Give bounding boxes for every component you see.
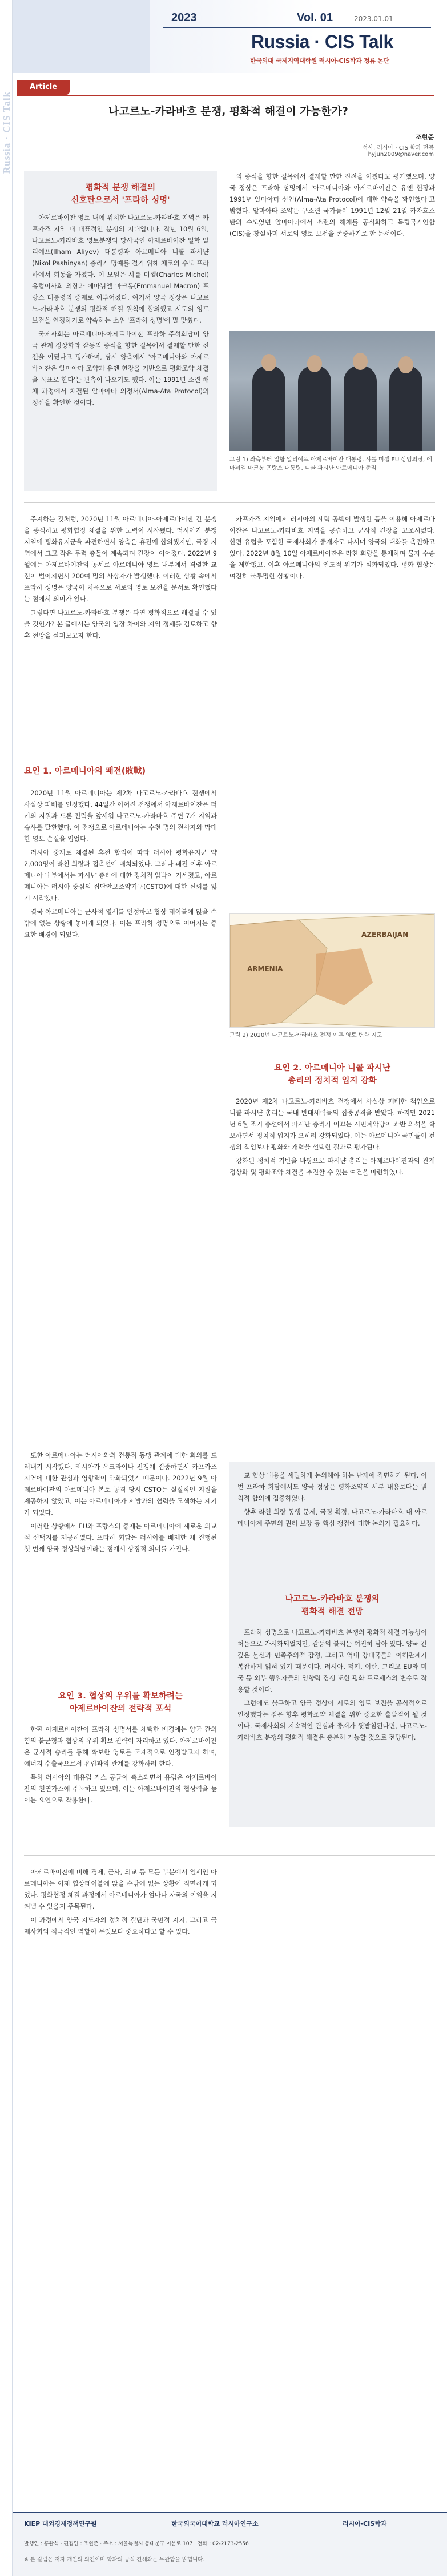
territory-map bbox=[229, 913, 435, 1028]
mid-body-right: 카프카즈 지역에서 러시아의 세력 공백이 발생한 틈을 이용해 아제르바이잔은 나고르노-카라바흐 지역을 공습하고 군사적 긴장을 고조시켰다. 한편 유럽을 포함한 국제사회가 중재자로 나서며 양국의 대화를 촉진하고 있다. 2022년 8월 10일 아제르바이잔은 라친 회랑을 통제하며 물자 수송을 제한했고, 이후 아르메니아의 인도적 위기가 심화되었다. 평화 협상은 여전히 불투명한 상황이다. bbox=[229, 516, 435, 580]
article-tab: Article bbox=[17, 80, 70, 95]
person-silhouette bbox=[344, 365, 377, 451]
author-email: hyjun2009@naver.com bbox=[368, 151, 434, 158]
side-band bbox=[0, 0, 13, 2576]
person-silhouette bbox=[252, 365, 285, 451]
intro-body: 아제르바이잔 영토 내에 위치한 나고르노-카라바흐 지역은 카프카즈 지역 내 대표적인 분쟁의 지대입니다. 작년 10월 6일, 나고르노-카라바흐 영토분쟁의 당사국인 아제르바이잔 일함 알리예프(Ilham Aliyev) 대통령과 아르메니아 니콜 파시냔(Nikol Pashinyan) 총리가 명예를 걸기 위해 체코의 수도 프라하에서 회동을 가졌다. 이 모임은 샤를 미셸(Charles Michel) 유럽이사회 의장과 에마뉘엘 마크롱(Emmanuel Macron) 프랑스 대통령의 중재로 이루어졌다. 여기서 양국 정상은 나고르노-카라바흐 분쟁의 평화적 해결 원칙에 합의했고 서로의 영토 보전을 인정하기로 약속하는 소위 '프라하 성명'에 말 맞췄다. 국제사회는 아르메니아-아제르바이잔 프라하 주석회담이 양국 관계 정상화와 갈등의 종식을 향한 길목에서 결제할 만한 진전을 이뤘다고 평가하며, 당시 양측에서 '아르메니아와 아제르바이잔은 알마아타 조약과 유엔 헌장을 기반으로 평화조약 체결을 목표로 한다'는 관측이 나오기도 했다. 이는 1991년 소련 해체 과정에서 체결된 알마아타 의정서(Alma-Ata Protocol)의 정신을 확인한 것이다. bbox=[32, 214, 209, 406]
footer-org-kiep: KIEP 대외경제정책연구원 bbox=[24, 2520, 97, 2527]
section-5-body: 프라하 성명으로 나고르노-카라바흐 분쟁의 평화적 해결 가능성이 처음으로 가시화되었지만, 갈등의 불씨는 여전히 남아 있다. 양국 간 깊은 불신과 민족주의적 감정, 그리고 역내 강대국들의 이해관계가 복잡하게 얽혀 있기 때문이다. 러시아, 터키, 이란, 그리고 EU와 미국 등 외부 행위자들의 영향력 경쟁 또한 평화 프로세스의 변수로 작용할 것이다. 그럼에도 불구하고 양국 정상이 서로의 영토 보전을 공식적으로 인정했다는 점은 향후 평화조약 체결을 위한 중요한 출발점이 될 것이다. 국제사회의 지속적인 관심과 중재가 뒷받침된다면, 나고르노-카라바흐 분쟁의 평화적 해결은 충분히 가능할 것으로 전망된다. bbox=[237, 1629, 427, 1741]
article-title: 나고르노-카라바흐 분쟁, 평화적 해결이 가능한가? bbox=[108, 105, 348, 118]
section-1-heading: 요인 1. 아르메니아의 패전(敗戰) bbox=[24, 767, 146, 776]
intro-heading: 평화적 분쟁 해결의 신호탄으로서 '프라하 성명' bbox=[71, 183, 170, 205]
map-caption: 그림 2) 2020년 나고르노-카라바흐 전쟁 이후 영토 변화 지도 bbox=[229, 1032, 382, 1039]
header-rule bbox=[163, 27, 431, 28]
map-label-armenia: ARMENIA bbox=[247, 965, 283, 973]
section-1-body: 2020년 11월 아르메니아는 제2차 나고르노-카라바흐 전쟁에서 사실상 패배를 인정했다. 44일간 이어진 전쟁에서 아제르바이잔은 터키의 지원과 드론 전력을 앞세워 나고르노-카라바흐 주변 7개 지역과 슈샤를 탈환했다. 이 전쟁으로 아르메니아는 수천 명의 전사자와 막대한 영토 손실을 입었다. 러시아 중재로 체결된 휴전 합의에 따라 러시아 평화유지군 약 2,000명이 라친 회랑과 접촉선에 배치되었다. 그러나 패전 이후 아르메니아 내부에서는 파시냔 총리에 대한 정치적 압박이 거세졌고, 아르메니아는 러시아 중심의 집단안보조약기구(CSTO)에 대한 신뢰를 잃기 시작했다. 결국 아르메니아는 군사적 열세를 인정하고 협상 테이블에 앉을 수밖에 없는 상황에 놓이게 되었다. 이는 프라하 성명으로 이어지는 중요한 배경이 되었다. bbox=[24, 790, 217, 939]
person-head bbox=[307, 355, 322, 372]
author-name: 조현준 bbox=[416, 134, 434, 141]
section-3-body-right: 교 협상 내용을 세밀하게 논의해야 하는 난제에 직면하게 된다. 이번 프라하 회담에서도 양국 정상은 평화조약의 세부 내용보다는 원칙적 합의에 집중하였다. 향후 라친 회랑 통행 문제, 국경 획정, 나고르노-카라바흐 내 아르메니아계 주민의 권리 보장 등 핵심 쟁점에 대한 논의가 필요하다. bbox=[237, 1472, 427, 1527]
author-affiliation: 석사, 러시아 · CIS 학과 전공 bbox=[362, 145, 434, 151]
map-label-azerbaijan: AZERBAIJAN bbox=[361, 931, 409, 939]
summit-photo bbox=[229, 331, 435, 451]
footer-publisher-line: 발행인 : 홍완석 · 편집인 : 조현준 · 주소 : 서울특별시 동대문구 이문로 107 · 전화 : 02-2173-2556 bbox=[24, 2541, 249, 2547]
header-title: Russia · CIS Talk bbox=[251, 31, 393, 52]
header-date: 2023.01.01 bbox=[354, 15, 393, 23]
tab-rule bbox=[17, 95, 434, 96]
section-3-body-left: 또한 아르메니아는 러시아와의 전통적 동맹 관계에 대한 회의를 드러내기 시작했다. 러시아가 우크라이나 전쟁에 집중하면서 카프카즈 지역에 대한 관심과 영향력이 약화되었기 때문이다. 2022년 9월 아제르바이잔의 아르메니아 본토 공격 당시 CSTO는 실질적인 지원을 제공하지 않았고, 이는 아르메니아가 서방과의 협력을 모색하는 계기가 되었다. 이러한 상황에서 EU와 프랑스의 중재는 아르메니아에 새로운 외교적 선택지를 제공하였다. 프라하 회담은 러시아를 배제한 채 진행된 첫 번째 양국 정상회담이라는 점에서 상징적 의미를 가진다. bbox=[24, 1452, 217, 1553]
section-2-heading: 요인 2. 아르메니아 니콜 파시냔 총리의 정치적 입지 강화 bbox=[274, 1064, 390, 1085]
header-volume: Vol. 01 bbox=[297, 11, 333, 24]
section-4-heading: 요인 3. 협상의 우위를 확보하려는 아제르바이잔의 전략적 포석 bbox=[58, 1692, 183, 1713]
footer-org-institute: 한국외국어대학교 러시아연구소 bbox=[171, 2520, 259, 2527]
footer-note: ※ 본 칼럼은 저자 개인의 의견이며 학과의 공식 견해와는 무관함을 밝힙니다. bbox=[24, 2557, 205, 2563]
side-vertical-title: Russia · CIS Talk bbox=[1, 91, 12, 174]
mid-body-left: 주지하는 것처럼, 2020년 11월 아르메니아-아제르바이잔 간 분쟁을 종식하고 평화협정 체결을 위한 노력이 시작됐다. 러시아가 분쟁 지역에 평화유지군을 파견하면서 양측은 휴전에 합의했지만, 국경 지역에서 크고 작은 무력 충돌이 계속되며 긴장이 이어졌다. 2022년 9월에는 아제르바이잔의 공세로 아르메니아 영토 내부에서 격렬한 교전이 벌어지면서 200여 명의 사상자가 발생했다. 이러한 상황 속에서 프라하 성명은 양국이 처음으로 서로의 영토 보전을 문서로 확인했다는 점에서 의미가 있다. 그렇다면 나고르노-카라바흐 분쟁은 과연 평화적으로 해결될 수 있을 것인가? 본 글에서는 양국의 입장 차이와 지역 정세를 검토하고 향후 전망을 살펴보고자 한다. bbox=[24, 516, 217, 639]
section-2-body: 2020년 제2차 나고르노-카라바흐 전쟁에서 사실상 패배한 책임으로 니콜 파시냔 총리는 국내 반대세력들의 집중공격을 받았다. 하지만 2021년 6월 조기 총선에서 파시냔 총리가 이끄는 시민계약당이 과반 의석을 확보하면서 정치적 입지가 오히려 강화되었다. 이는 아르메니아 국민들이 전쟁의 책임보다 평화와 개혁을 선택한 결과로 평가된다. 강화된 정치적 기반을 바탕으로 파시냔 총리는 아제르바이잔과의 관계 정상화 및 평화조약 체결을 추진할 수 있는 여건을 마련하였다. bbox=[229, 1098, 435, 1176]
person-head bbox=[261, 354, 276, 371]
section-6-body: 아제르바이잔에 비해 경제, 군사, 외교 등 모든 부분에서 열세인 아르메니아는 이제 협상테이블에 앉을 수밖에 없는 상황에 직면하게 되었다. 평화협정 체결 과정에서 아르메니아가 얼마나 자국의 이익을 지켜낼 수 있을지 주목된다. 이 과정에서 양국 지도자의 정치적 결단과 국민적 지지, 그리고 국제사회의 적극적인 역할이 무엇보다 중요하다고 할 수 있다. bbox=[24, 1869, 217, 1935]
section-5-heading: 나고르노-카라바흐 분쟁의 평화적 해결 전망 bbox=[285, 1595, 380, 1616]
person-head bbox=[353, 353, 368, 370]
divider bbox=[24, 502, 435, 503]
header-subtitle: 한국외대 국제지역대학원 러시아·CIS학과 정류 논단 bbox=[250, 57, 389, 65]
map-svg bbox=[230, 914, 435, 1028]
person-silhouette bbox=[298, 365, 331, 451]
header-left-block bbox=[13, 0, 150, 73]
section-4-body: 한편 아제르바이잔이 프라하 성명서를 채택한 배경에는 양국 간의 힘의 불균형과 협상의 우위 확보 전략이 자리하고 있다. 아제르바이잔은 군사적 승리를 통해 확보한 영토를 국제적으로 인정받고자 하며, 에너지 수출국으로서 유럽과의 관계를 강화하려 한다. 특히 러시아의 대유럽 가스 공급이 축소되면서 유럽은 아제르바이잔의 천연가스에 주목하고 있으며, 이는 아제르바이잔의 협상력을 높이는 요인으로 작용한다. bbox=[24, 1726, 217, 1804]
intro-body-right: 의 종식을 향한 길목에서 결제할 만한 진전을 이뤘다고 평가했으며, 양국 정상은 프라하 성명에서 '아르메니아와 아제르바이잔은 유엔 헌장과 1991년 알마아타 선언(Alma-Ata Protocol)에 대한 약속을 확인했다'고 밝혔다. 알마아타 조약은 구소련 국가들이 1991년 12월 21일 카자흐스탄의 수도였던 알마아타에서 소련의 해체를 공식화하고 독립국가연합(CIS)을 창설하며 서로의 영토 보전을 존중하기로 한 문서이다. bbox=[229, 173, 435, 238]
person-head bbox=[398, 356, 413, 373]
header-year: 2023 bbox=[171, 11, 197, 24]
footer-org-department: 러시아·CIS학과 bbox=[343, 2520, 387, 2527]
divider bbox=[24, 1855, 435, 1856]
photo-caption: 그림 1) 좌측부터 일함 알리예프 아제르바이잔 대통령, 샤를 미셸 EU 상임의장, 에마뉘엘 마크롱 프랑스 대통령, 니콜 파시냔 아르메니아 총리 bbox=[229, 457, 433, 472]
person-silhouette bbox=[389, 365, 422, 451]
